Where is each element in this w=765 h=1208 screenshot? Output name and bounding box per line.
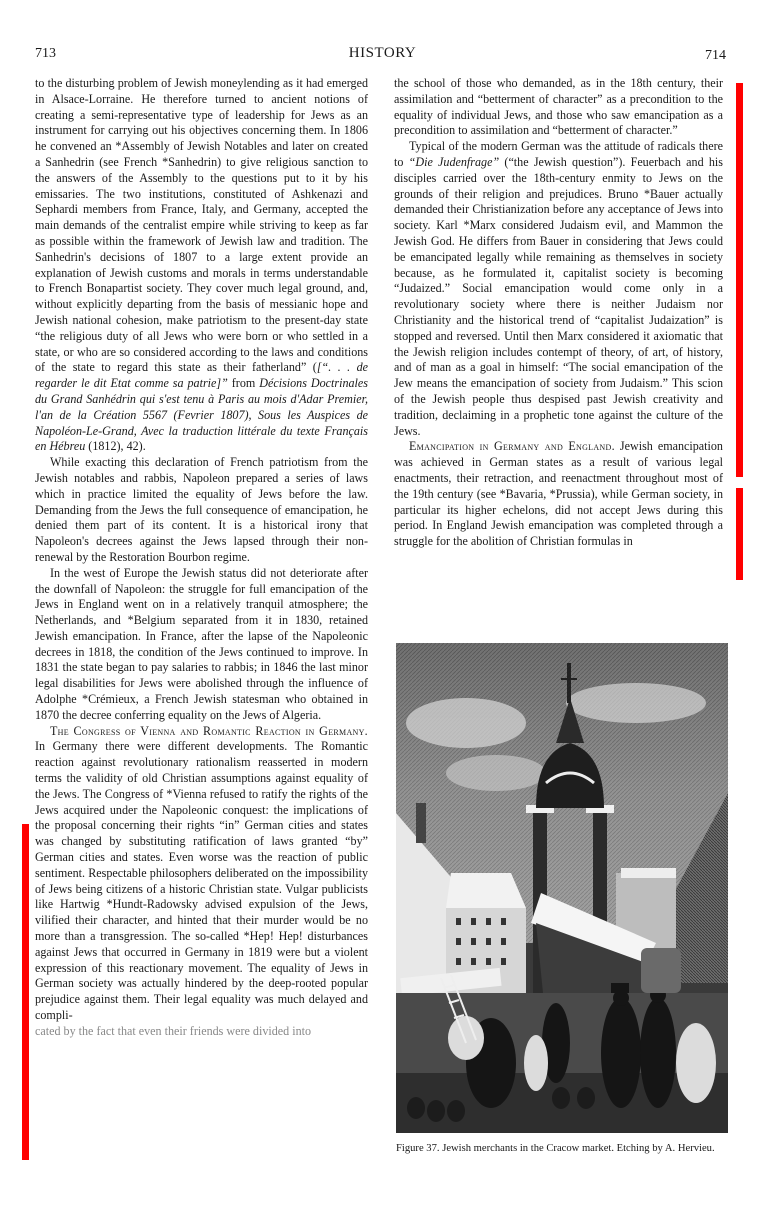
highlight-bar-right-top: [736, 83, 743, 477]
highlight-bar-right-bottom: [736, 488, 743, 580]
left-column: [35, 76, 368, 1040]
paragraph: the school of those who demanded, as in the 18th century, their assimilation and “betterment of character” as a precondition to the equality of individual Jews, and those who saw emancipation as a precondition to assimilation and “betterment of character.”: [394, 76, 723, 138]
section-paragraph: [394, 439, 723, 550]
right-column: [394, 76, 723, 550]
source-title: Décisions Doctrinales du Grand Sanhédrin qui s'est tenu à Paris au mois d'Adar Premier, l'an de la Création 5567 (Fevrier 1807), Sous les Auspices de Napoléon-Le-Grand, Avec la traduction littérale du texte Français en Hébreu: [35, 376, 368, 454]
figure-etching: [396, 643, 728, 1133]
figure-caption: Figure 37. Jewish merchants in the Cracow market. Etching by A. Hervieu.: [396, 1143, 715, 1154]
highlight-bar-left: [22, 824, 29, 1160]
running-title: HISTORY: [348, 45, 417, 61]
section-paragraph: [35, 724, 368, 1024]
paragraph-text: In Germany there were different developments. The Romantic reaction against revolutionary rationalism reasserted in modern terms the validity of old Christian assumptions against equality of the Jews. The Congress of *Vienna refused to ratify the rights of the Jews acquired under the Napoleonic conquest: the implications of the proposal concerning their rights “in” German cities and states was changed by substituting ratification of laws granted “by” German cities and states. Even worse was the reaction of public sentiment. Respectable philosophers deliberated on the impossibility of Jews being citizens of a historic Christian state. Vulgar publicists like Hartwig *Hundt-Radowsky advised expulsion of the Jews, vilified their character, and hinted that their murder would be no more than a transgression. The so-called *Hep! Hep! disturbances against Jews that occurred in Germany in 1819 were but a violent expression of this reactionary movement. The equality of Jews in German society was actually hindered by the deep-rooted popular prejudice against them. Their legal equality was much delayed and compli-: [35, 739, 368, 1023]
paragraph-text: (1812), 42).: [85, 439, 146, 454]
paragraph-text: from: [227, 376, 260, 391]
page-number-left: 713: [35, 46, 56, 61]
paragraph: While exacting this declaration of French patriotism from the Jewish notables and rabbis, Napoleon prepared a series of laws which in practice limited the equality of Jews before the law. Demanding from the Jews the full consequence of emancipation, he denied them part of its content. It is a historical irony that Napoleon's decrees against the Jews lapsed through their non-renewal by the Restoration Bourbon regime.: [35, 455, 368, 564]
paragraph-text: to the disturbing problem of Jewish moneylending as it had emerged in Alsace-Lorraine. He therefore turned to ancient notions of creating a semi-representative type of leadership for Jews as an instrument for carrying out his objectives concerning them. In 1806 he convened an *Assembly of Jewish Notables and later on created a Sanhedrin (see French *Sanhedrin) to give religious sanction to the answers of the Assembly to the questions put to it by his emissaries. The two institutions, constituted of Ashkenazi and Sephardi members from France, Italy, and Germany, accepted the main demands of the centralist empire while striving to keep as far as possible within the framework of Jewish law and tradition. The Sanhedrin's decisions of 1807 to a large extent provide an explanation of Jewish customs and morals in terms understandable to French Bonapartist society. They cover much legal ground, and, without explicitly departing from the basis of messianic hope and Jewish national cohesion, make patriotism to the present-day state “the religious duty of all Jews who were born or who settled in a state, or who are so considered according to the laws and conditions of the state to regard this state as their fatherland” (: [35, 76, 368, 375]
cut-off-line: cated by the fact that even their friends were divided into: [35, 1023, 312, 1038]
italic-term: “Die Judenfrage”: [408, 154, 500, 169]
market-etching-image: [396, 643, 728, 1133]
section-heading: Emancipation in Germany and England.: [409, 439, 615, 454]
section-heading: The Congress of Vienna and Romantic Reaction in Germany.: [50, 723, 368, 738]
paragraph: In the west of Europe the Jewish status did not deteriorate after the downfall of Napoleon: the struggle for full emancipation of the Jews in England went on in a relatively tranquil atmosphere; the Netherlands, and *Belgium separated from it in 1830, retained Jewish emancipation. In France, after the lapse of the Napoleonic decrees in 1818, the condition of the Jews continued to improve. In 1831 the state began to pay salaries to rabbis; in 1846 the last minor legal disabilities for Jews were abolished through the influence of Adolphe *Crémieux, a French Jewish statesman who obtained in 1870 the decree conferring equality on the Jews of Algeria.: [35, 565, 368, 722]
paragraph-text: Jewish emancipation was achieved in German states as a result of various legal enactments, their retraction, and reenactment throughout most of the 19th century (see *Bavaria, *Prussia), while German society, in particular its higher echelons, did not accept Jews during this period. In England Jewish emancipation was completed through a struggle for the abolition of Christian formulas in: [394, 439, 723, 549]
page-number-right: 714: [705, 48, 726, 63]
page-header: [0, 42, 765, 62]
paragraph-text: Typical of the modern German was the attitude of radicals there to: [394, 139, 723, 169]
french-quote: [“. . . de regarder le dit Etat comme sa patrie]”: [35, 360, 368, 391]
paragraph-text: (“the Jewish question”). Feuerbach and his disciples carried over the 18th-century enmity to Jews on the grounds of their religion and prejudices. Bruno *Bauer actually demanded their Christianization before any acceptance of Jews into society. Karl *Marx considered Judaism evil, and Mammon the Jewish God. He differs from Bauer in considering that Jews could be emancipated legally while remaining as themselves in society because, as he formulated it, capitalist society is becoming “Judaized.” Social emancipation would come only in a revolutionary society where there is neither Judaism nor Christianity and the historical trend of “capitalist Judaization” is stopped and reversed. Until then Marx considered it axiomatic that the Jewish religion includes contempt of theory, of art, of history, and of man as a goal in himself: “The social emancipation of the Jew means the emancipation of society from Judaism.” This scion of the Jewish people thus despised past Jewish creativity and tradition, declaiming in a prophetic tone against the culture of the Jews.: [394, 154, 723, 438]
paragraph: [394, 139, 723, 439]
paragraph: [35, 76, 368, 455]
